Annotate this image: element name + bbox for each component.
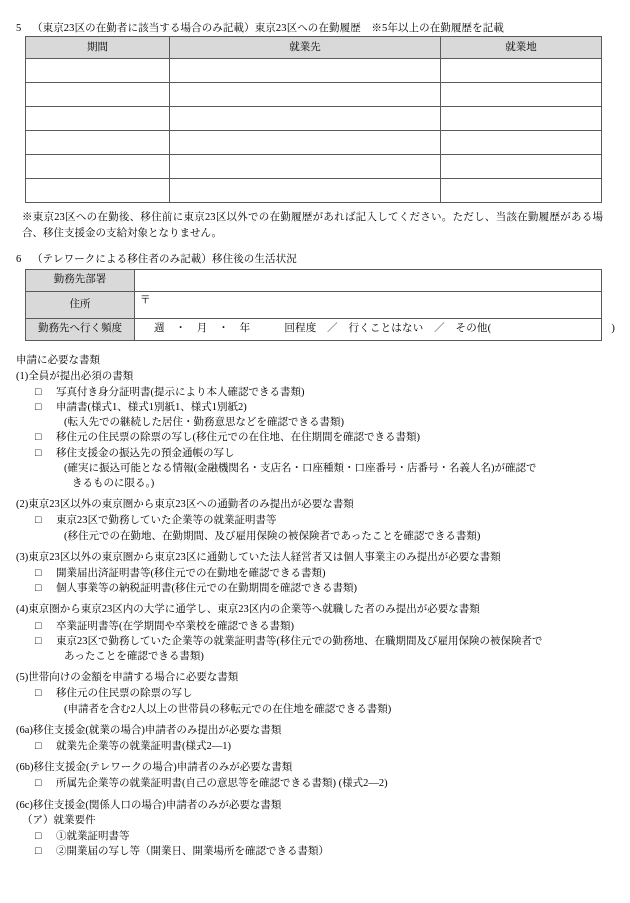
checkbox-icon[interactable]: □	[35, 635, 42, 647]
column-header-worklocation: 就業地	[441, 37, 602, 59]
section-gap	[0, 243, 630, 253]
label-workplace-department: 勤務先部署	[26, 269, 135, 291]
table-row-department	[26, 269, 602, 291]
table-row	[26, 59, 602, 83]
checklist-item-label: 申請書(様式1、様式1別紙1、様式1別紙2)	[56, 401, 247, 413]
checklist-item[interactable]	[16, 446, 630, 461]
checklist-item-note: (確実に振込可能となる情報(金融機関名・支店名・口座種類・口座番号・店番号・名義人名)が確認で	[64, 462, 537, 474]
cell-period[interactable]	[26, 107, 170, 131]
cell-employer[interactable]	[170, 107, 441, 131]
cell-worklocation[interactable]	[441, 179, 602, 203]
table-row	[26, 83, 602, 107]
table-row	[26, 107, 602, 131]
checkbox-icon[interactable]: □	[35, 741, 42, 753]
document-group-3	[16, 551, 630, 597]
cell-employer[interactable]	[170, 179, 441, 203]
input-workplace-department[interactable]	[135, 269, 602, 291]
documents-title: 申請に必要な書類	[16, 354, 100, 366]
checklist-item-label: 東京23区で勤務していた企業等の就業証明書等	[56, 515, 277, 527]
checklist-item[interactable]	[16, 513, 630, 528]
post-migration-life-table	[25, 269, 616, 341]
checklist-item-label: 移住元の住民票の除票の写し	[56, 688, 193, 700]
table-row	[26, 155, 602, 179]
checklist-item[interactable]	[16, 776, 630, 791]
top-spacer	[0, 0, 630, 22]
cell-worklocation[interactable]	[441, 59, 602, 83]
checklist-item[interactable]	[16, 385, 630, 400]
checklist-item-label: 移住元の住民票の除票の写し(移住元での在住地、在住期間を確認できる書類)	[56, 432, 420, 444]
group-heading: (1)全員が提出必須の書類	[16, 370, 134, 382]
cell-period[interactable]	[26, 155, 170, 179]
document-group-6a	[16, 724, 630, 754]
checklist-item[interactable]	[16, 581, 630, 596]
checkbox-icon[interactable]: □	[35, 583, 42, 595]
checkbox-icon[interactable]: □	[35, 831, 42, 843]
column-header-period: 期間	[26, 37, 170, 59]
cell-employer[interactable]	[170, 59, 441, 83]
section-5-note: ※東京23区への在勤後、移住前に東京23区以外での在勤履歴があれば記入してください。ただし、当該在勤履歴がある場合、移住支援金の支給対象となりません。	[22, 212, 603, 240]
checklist-item[interactable]	[16, 739, 630, 754]
frequency-close-paren: )	[611, 323, 616, 335]
group-subheading: （ア）就業要件	[22, 814, 96, 826]
document-group-4	[16, 603, 630, 664]
group-heading: (2)東京23区以外の東京圏から東京23区への通勤者のみ提出が必要な書類	[16, 499, 354, 511]
cell-worklocation[interactable]	[441, 83, 602, 107]
checklist-item[interactable]	[16, 829, 630, 844]
cell-period[interactable]	[26, 131, 170, 155]
checkbox-icon[interactable]: □	[35, 447, 42, 459]
checklist-item-label: 就業先企業等の就業証明書(様式2—1)	[56, 741, 231, 753]
checklist-item-label: 個人事業等の納税証明書(移住元での在勤期間を確認できる書類)	[56, 583, 357, 595]
section-5-number: 5	[16, 23, 22, 34]
table-row	[26, 179, 602, 203]
required-documents-section	[0, 354, 630, 860]
cell-employer[interactable]	[170, 155, 441, 179]
group-heading: (6a)移住支援金(就業の場合)申請者のみ提出が必要な書類	[16, 724, 282, 736]
cell-worklocation[interactable]	[441, 131, 602, 155]
frequency-line	[140, 322, 616, 336]
checklist-item-label: 卒業証明書等(在学期間や卒業校を確認できる書類)	[56, 620, 294, 632]
section-5-title: （東京23区の在勤者に該当する場合のみ記載）東京23区への在勤履歴 ※5年以上の在勤履歴を記載	[32, 23, 504, 34]
column-header-employer: 就業先	[170, 37, 441, 59]
cell-worklocation[interactable]	[441, 155, 602, 179]
group-heading: (4)東京圏から東京23区内の大学に通学し、東京23区内の企業等へ就職した者のみ提出が必要な書類	[16, 604, 480, 616]
table-row-frequency	[26, 318, 602, 340]
checklist-item[interactable]	[16, 430, 630, 445]
checklist-item[interactable]	[16, 619, 630, 634]
checklist-item[interactable]	[16, 844, 630, 859]
checklist-item-label: ②開業届の写し等（開業日、開業場所を確認できる書類）	[56, 846, 329, 858]
table-row	[26, 131, 602, 155]
checklist-item[interactable]	[16, 686, 630, 701]
checkbox-icon[interactable]: □	[35, 688, 42, 700]
input-commute-frequency[interactable]	[135, 318, 616, 340]
checklist-item[interactable]	[16, 566, 630, 581]
checklist-item-label: 写真付き身分証明書(提示により本人確認できる書類)	[56, 386, 305, 398]
document-group-1	[16, 370, 630, 492]
checkbox-icon[interactable]: □	[35, 568, 42, 580]
checklist-item[interactable]	[16, 400, 630, 415]
checklist-item-label: 移住支援金の振込先の預金通帳の写し	[56, 447, 235, 459]
checklist-item-label: ①就業証明書等	[56, 831, 130, 843]
checkbox-icon[interactable]: □	[35, 620, 42, 632]
document-group-5	[16, 671, 630, 717]
group-heading: (6c)移住支援金(関係人口の場合)申請者のみが必要な書類	[16, 799, 282, 811]
section-5-heading	[0, 22, 630, 36]
checklist-item-note: (申請者を含む2人以上の世帯員の移転元での在住地を確認できる書類)	[64, 703, 392, 715]
work-history-table	[25, 36, 602, 203]
checkbox-icon[interactable]: □	[35, 846, 42, 858]
checkbox-icon[interactable]: □	[35, 778, 42, 790]
group-heading: (3)東京23区以外の東京圏から東京23区に通勤していた法人経営者又は個人事業主のみ提出が必要な書類	[16, 551, 501, 563]
checklist-item-label: 所属先企業等の就業証明書(自己の意思等を確認できる書類) (様式2—2)	[56, 778, 388, 790]
frequency-options[interactable]: 週 ・ 月 ・ 年	[154, 323, 251, 335]
checklist-item-note: あったことを確認できる書類)	[64, 651, 204, 663]
group-heading: (5)世帯向けの金額を申請する場合に必要な書類	[16, 672, 239, 684]
group-heading: (6b)移住支援金(テレワークの場合)申請者のみが必要な書類	[16, 762, 293, 774]
cell-employer[interactable]	[170, 131, 441, 155]
cell-period[interactable]	[26, 83, 170, 107]
checklist-item-note: きるものに限る。)	[72, 478, 155, 490]
label-address: 住所	[26, 291, 135, 318]
cell-worklocation[interactable]	[441, 107, 602, 131]
checklist-item-label: 開業届出済証明書等(移住元での在勤地を確認できる書類)	[56, 568, 326, 580]
checklist-item[interactable]	[16, 634, 630, 649]
cell-period[interactable]	[26, 59, 170, 83]
checkbox-icon[interactable]: □	[35, 432, 42, 444]
table-header-row	[26, 37, 602, 59]
frequency-middle[interactable]: 回程度 ／ 行くことはない ／ その他(	[284, 323, 492, 335]
checklist-item-label: 東京23区で勤務していた企業等の就業証明書等(移住元での勤務地、在職期間及び雇用保険の被保険者で	[56, 635, 543, 647]
table-row-address	[26, 291, 602, 318]
section-6-number: 6	[16, 253, 22, 265]
section-6-title: （テレワークによる移住者のみ記載）移住後の生活状況	[32, 253, 297, 265]
cell-employer[interactable]	[170, 83, 441, 107]
checklist-item-note: (移住元での在勤地、在勤期間、及び雇用保険の被保険者であったことを確認できる書類)	[64, 530, 481, 542]
document-group-6c	[16, 799, 630, 860]
document-group-6b	[16, 761, 630, 791]
document-group-2	[16, 498, 630, 544]
cell-period[interactable]	[26, 179, 170, 203]
checkbox-icon[interactable]: □	[35, 401, 42, 413]
label-commute-frequency: 勤務先へ行く頻度	[26, 318, 135, 340]
section-6-heading	[0, 253, 630, 267]
input-address[interactable]: 〒	[135, 291, 602, 318]
checklist-item-note: (転入先での継続した居住・勤務意思などを確認できる書類)	[64, 417, 344, 429]
checkbox-icon[interactable]: □	[35, 386, 42, 398]
checkbox-icon[interactable]: □	[35, 515, 42, 527]
